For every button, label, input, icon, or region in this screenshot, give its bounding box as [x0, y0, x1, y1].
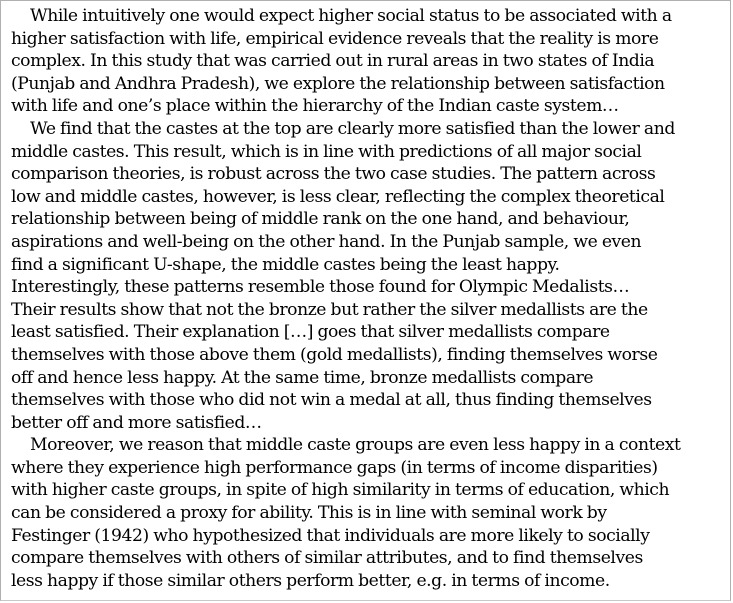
text-line: with higher caste groups, in spite of high similarity in terms of education, which: [11, 480, 670, 501]
text-line: relationship between being of middle rank on the one hand, and behaviour,: [11, 209, 630, 230]
text-line: Festinger (1942) who hypothesized that individuals are more likely to socially: [11, 525, 650, 546]
text-line: While intuitively one would expect higher social status to be associated with a: [30, 6, 672, 26]
paragraph-1: [11, 5, 727, 118]
paragraph-2: [11, 118, 727, 434]
text-line: Moreover, we reason that middle caste groups are even less happy in a context: [30, 435, 681, 456]
text-line: aspirations and well-being on the other hand. In the Punjab sample, we even: [11, 231, 642, 252]
text-line: Interestingly, these patterns resemble those found for Olympic Medalists…: [11, 277, 630, 298]
text-line: find a significant U-shape, the middle castes being the least happy.: [11, 254, 560, 275]
text-line: can be considered a proxy for ability. This is in line with seminal work by: [11, 503, 607, 524]
text-line: less happy if those similar others perform better, e.g. in terms of income.: [11, 570, 610, 591]
text-line: where they experience high performance gaps (in terms of income disparities): [11, 457, 658, 478]
text-line: with life and one’s place within the hierarchy of the Indian caste system…: [11, 96, 619, 117]
document-body: [11, 5, 727, 592]
text-line: least satisfied. Their explanation […] goes that silver medallists compare: [11, 322, 610, 343]
text-line: off and hence less happy. At the same time, bronze medallists compare: [11, 367, 594, 388]
text-line: middle castes. This result, which is in line with predictions of all major social: [11, 141, 642, 162]
text-line: better off and more satisfied…: [11, 412, 262, 433]
text-line: higher satisfaction with life, empirical evidence reveals that the reality is more: [11, 28, 659, 49]
text-line: We find that the castes at the top are clearly more satisfied than the lower and: [30, 118, 675, 139]
text-line: comparison theories, is robust across the two case studies. The pattern across: [11, 164, 656, 185]
text-line: compare themselves with others of similar attributes, and to find themselves: [11, 548, 643, 569]
text-line: low and middle castes, however, is less clear, reflecting the complex theoretical: [11, 186, 665, 207]
text-line: (Punjab and Andhra Pradesh), we explore the relationship between satisfaction: [11, 73, 665, 94]
paragraph-3: [11, 434, 727, 592]
text-line: themselves with those who did not win a medal at all, thus finding themselves: [11, 390, 652, 411]
text-line: complex. In this study that was carried out in rural areas in two states of India: [11, 51, 655, 72]
text-line: Their results show that not the bronze but rather the silver medallists are the: [11, 299, 648, 320]
text-line: themselves with those above them (gold medallists), finding themselves worse: [11, 344, 658, 365]
